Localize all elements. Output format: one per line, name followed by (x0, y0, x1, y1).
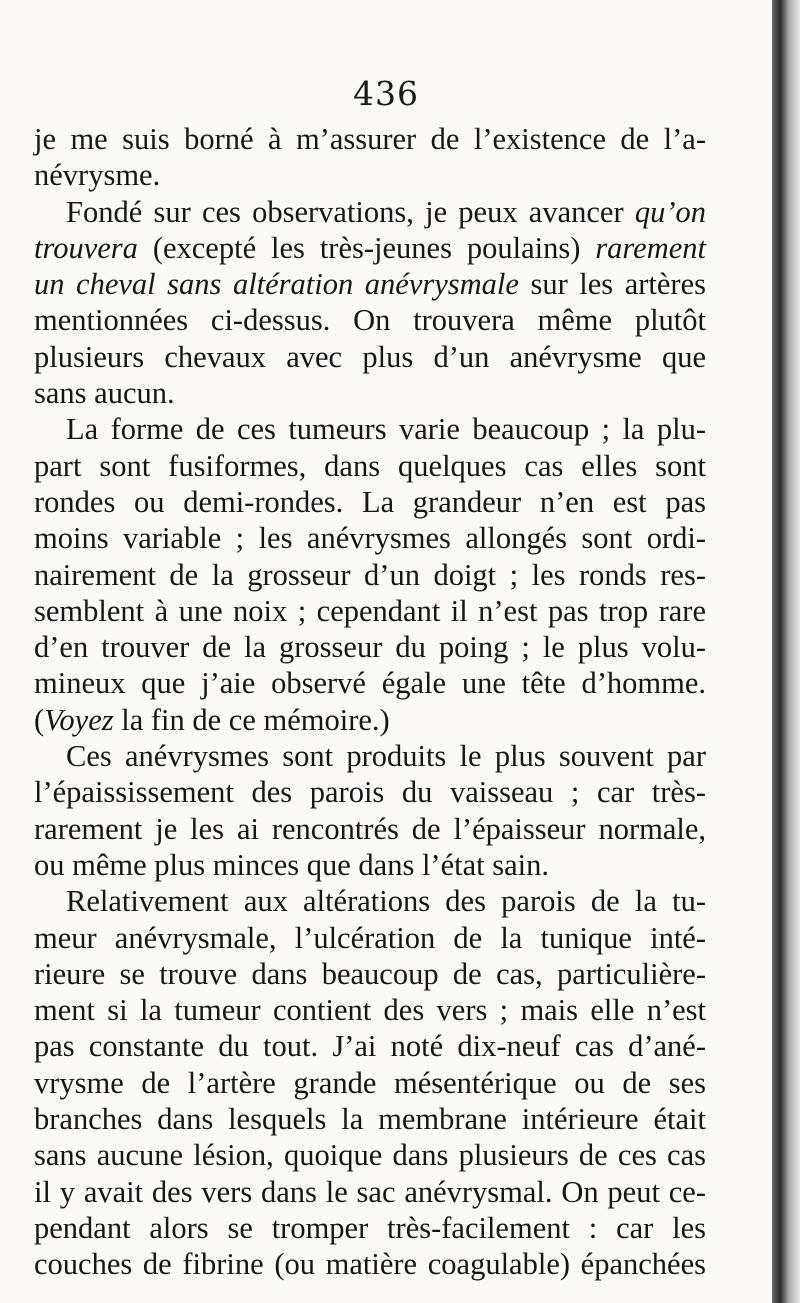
text-line (34, 484, 706, 520)
text-run: Relativement aux altérations des parois de la tu- (66, 884, 706, 919)
text-line (34, 557, 706, 593)
text-line (34, 1065, 706, 1101)
text-run: rondes ou demi-rondes. La grandeur n’en est pas (34, 484, 706, 519)
text-line (34, 520, 706, 556)
text-line (34, 448, 706, 484)
text-line (34, 1246, 706, 1282)
text-run: névrysme. (34, 158, 161, 193)
book-binding-gutter (772, 0, 800, 1303)
text-run: l’épaississement des parois du vaisseau ; car très- (34, 775, 706, 810)
text-line (34, 811, 706, 847)
text-line (34, 302, 706, 338)
text-line (34, 375, 706, 411)
text-run: ou même plus minces que dans l’état sain. (34, 847, 549, 882)
text-run: Ces anévrysmes sont produits le plus souvent par (66, 739, 706, 774)
text-run: Fondé sur ces observations, je peux avancer (66, 194, 635, 229)
text-run: d’en trouver de la grosseur du poing ; le plus volu- (34, 630, 706, 665)
italic-text-run: Voyez (44, 702, 114, 737)
text-line (34, 339, 706, 375)
text-run: ( (34, 702, 45, 737)
text-run: mineux que j’aie observé égale une tête d’homme. (34, 666, 706, 701)
text-run: sans aucune lésion, quoique dans plusieurs de ces cas (34, 1138, 706, 1173)
text-line (34, 629, 706, 665)
text-run: semblent à une noix ; cependant il n’est pas trop rare (34, 593, 706, 628)
text-line (34, 738, 706, 774)
italic-text-run: un cheval sans altération anévrysmale (34, 267, 519, 302)
text-line (34, 230, 706, 266)
text-line (34, 1174, 706, 1210)
text-run: pendant alors se tromper très-facilement : car les (34, 1210, 706, 1245)
text-line (34, 194, 706, 230)
text-line (34, 1101, 706, 1137)
text-run: pas constante du tout. J’ai noté dix-neuf cas d’ané- (34, 1029, 706, 1064)
text-run: nairement de la grosseur d’un doigt ; les ronds res- (34, 557, 706, 592)
text-run: moins variable ; les anévrysmes allongés sont ordi- (34, 521, 706, 556)
text-line (34, 956, 706, 992)
text-line (34, 157, 706, 193)
text-run: la fin de ce mémoire.) (113, 702, 390, 737)
page-number: 436 (353, 74, 419, 113)
text-run: rieure se trouve dans beaucoup de cas, particulière- (34, 956, 706, 991)
text-line (34, 593, 706, 629)
text-line (34, 883, 706, 919)
text-run: meur anévrysmale, l’ulcération de la tunique inté- (34, 920, 706, 955)
text-run: sur les artères (518, 267, 706, 302)
text-run: rarement je les ai rencontrés de l’épaisseur normale, (34, 811, 706, 846)
text-run: branches dans lesquels la membrane intérieure était (34, 1102, 706, 1137)
text-run: sans aucun. (34, 376, 175, 411)
text-line (34, 266, 706, 302)
text-line (34, 1028, 706, 1064)
text-line (34, 411, 706, 447)
text-run: couches de fibrine (ou matière coagulable) épanchées (34, 1247, 706, 1282)
text-line (34, 920, 706, 956)
text-line (34, 702, 706, 738)
text-line (34, 992, 706, 1028)
text-run: mentionnées ci-dessus. On trouvera même plutôt (34, 303, 706, 338)
text-line (34, 121, 706, 157)
italic-text-run: trouvera (34, 230, 138, 265)
body-text (34, 121, 706, 1283)
text-line (34, 1137, 706, 1173)
text-run: ment si la tumeur contient des vers ; mais elle n’est (34, 993, 706, 1028)
text-line (34, 847, 706, 883)
text-run: La forme de ces tumeurs varie beaucoup ; la plu- (66, 412, 706, 447)
text-line (34, 665, 706, 701)
italic-text-run: qu’on (634, 194, 706, 229)
text-run: vrysme de l’artère grande mésentérique ou de ses (34, 1065, 706, 1100)
text-run: (excepté les très-jeunes poulains) (137, 230, 596, 265)
text-run: je me suis borné à m’assurer de l’existence de l’a- (34, 122, 706, 156)
text-run: il y avait des vers dans le sac anévrysmal. On peut ce- (34, 1174, 706, 1209)
text-line (34, 774, 706, 810)
text-line (34, 1210, 706, 1246)
text-run: part sont fusiformes, dans quelques cas elles sont (34, 448, 706, 483)
italic-text-run: rarement (595, 230, 706, 265)
text-run: plusieurs chevaux avec plus d’un anévrysme que (34, 339, 706, 374)
